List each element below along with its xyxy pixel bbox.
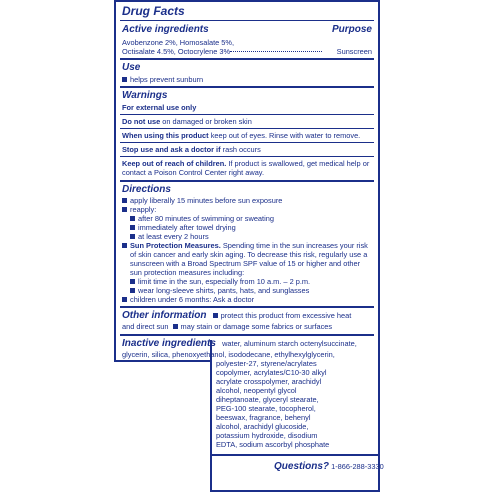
stop-use-label: Stop use and ask a doctor if: [122, 145, 221, 154]
bullet-icon: [213, 313, 218, 318]
sun-protection-item-2-text: wear long-sleeve shirts, pants, hats, and sunglasses: [138, 286, 310, 295]
inactive-ingredient-line: polyester-27, styrene/acrylates: [216, 359, 317, 368]
when-using-line: [122, 131, 360, 140]
drug-facts-title: Drug Facts: [122, 4, 185, 18]
direction-children-text: children under 6 months: Ask a doctor: [130, 295, 255, 304]
use-heading: Use: [122, 62, 141, 73]
direction-apply-text: apply liberally 15 minutes before sun exposure: [130, 196, 283, 205]
warning-divider: [120, 142, 374, 143]
active-ingredients-line-2: Octisalate 4.5%, Octocrylene 3%: [122, 47, 231, 56]
sun-protection-line-4: sun protection measures including:: [130, 268, 245, 277]
other-info-item-1-continued: and direct sun: [122, 322, 169, 331]
questions-phone: 1-866-288-3330: [331, 462, 384, 471]
sun-protection-line-2: of skin cancer and early skin aging. To decrease this risk, regularly use a: [130, 250, 368, 259]
section-divider: [120, 58, 374, 60]
inactive-ingredient-line: beeswax, fragrance, behenyl: [216, 413, 311, 422]
warnings-heading: Warnings: [122, 90, 168, 101]
left-edge: [114, 340, 116, 362]
external-use-text: For external use only: [122, 103, 197, 112]
questions-label: Questions?: [274, 461, 330, 472]
section-divider: [120, 334, 374, 336]
direction-children: [122, 295, 254, 304]
bullet-icon: [122, 77, 127, 82]
keep-out-label: Keep out of reach of children.: [122, 159, 227, 168]
bullet-icon: [122, 207, 127, 212]
questions-line: [274, 461, 384, 473]
other-info-line-1: [122, 310, 351, 321]
other-info-heading: Other information: [122, 310, 207, 321]
reapply-item-3: [130, 232, 209, 241]
reapply-item-2: [130, 223, 236, 232]
inactive-ingredients-line-2: glycerin, silica, phenoxyethanol, isododecane, ethylhexylglycerin,: [122, 350, 335, 359]
other-info-line-2: [122, 322, 332, 331]
inactive-ingredient-line: diheptanoate, glyceryl stearate,: [216, 395, 319, 404]
bullet-icon: [122, 243, 127, 248]
reapply-item-1: [130, 214, 274, 223]
stop-use-text: rash occurs: [222, 145, 261, 154]
purpose-value: Sunscreen: [336, 47, 372, 56]
active-ingredients-heading: Active ingredients: [122, 24, 209, 35]
stop-use-line: [122, 145, 261, 154]
direction-reapply: [122, 205, 156, 214]
inactive-ingredient-line: acrylate crosspolymer, arachidyl: [216, 377, 322, 386]
direction-apply: [122, 196, 282, 205]
direction-reapply-text: reapply:: [130, 205, 157, 214]
bullet-icon: [122, 297, 127, 302]
inactive-ingredient-line: potassium hydroxide, disodium: [216, 431, 318, 440]
do-not-use-text: on damaged or broken skin: [162, 117, 252, 126]
other-info-item-1-text: protect this product from excessive heat: [220, 311, 352, 320]
section-divider: [120, 306, 374, 308]
use-item: [122, 75, 203, 84]
section-divider: [120, 86, 374, 88]
bullet-icon: [130, 234, 135, 239]
other-info-item-2-text: may stain or damage some fabrics or surfaces: [180, 322, 333, 331]
inactive-ingredients-list: [216, 359, 329, 449]
reapply-item-1-text: after 80 minutes of swimming or sweating: [138, 214, 274, 223]
sun-protection-item-2: [130, 286, 309, 295]
sun-protection-item-1: [130, 277, 310, 286]
use-item-text: helps prevent sunburn: [130, 75, 204, 84]
warning-divider: [120, 156, 374, 157]
inactive-ingredients-line-1: water, aluminum starch octenylsuccinate,: [222, 339, 357, 348]
inactive-ingredient-line: EDTA, sodium ascorbyl phosphate: [216, 440, 330, 449]
do-not-use-line: [122, 117, 252, 126]
section-divider: [120, 180, 374, 182]
inactive-ingredients-heading: Inactive ingredients: [122, 338, 216, 349]
purpose-heading: Purpose: [331, 24, 372, 35]
bullet-icon: [130, 279, 135, 284]
inactive-ingredient-line: copolymer, acrylates/C10-30 alkyl: [216, 368, 327, 377]
when-using-text: keep out of eyes. Rinse with water to remove.: [210, 131, 361, 140]
active-ingredients-line-1: Avobenzone 2%, Homosalate 5%,: [122, 38, 235, 47]
reapply-item-3-text: at least every 2 hours: [138, 232, 209, 241]
keep-out-line-2: contact a Poison Control Center right away.: [122, 168, 264, 177]
bullet-icon: [122, 198, 127, 203]
bullet-icon: [130, 225, 135, 230]
sun-protection-line-1: [122, 241, 368, 250]
reapply-item-2-text: immediately after towel drying: [138, 223, 236, 232]
sun-protection-label: Sun Protection Measures.: [130, 241, 221, 250]
keep-out-text-1: If product is swallowed, get medical help or: [228, 159, 370, 168]
when-using-label: When using this product: [122, 131, 209, 140]
inactive-ingredient-line: PEG-100 stearate, tocopherol,: [216, 404, 316, 413]
inactive-ingredient-line: alcohol, neopentyl glycol: [216, 386, 297, 395]
keep-out-line-1: [122, 159, 369, 168]
drug-facts-panel: [114, 0, 384, 492]
title-divider: [120, 20, 374, 21]
warning-divider: [120, 114, 374, 115]
do-not-use-label: Do not use: [122, 117, 161, 126]
sun-protection-item-1-text: limit time in the sun, especially from 10 a.m. – 2 p.m.: [138, 277, 311, 286]
bullet-icon: [130, 216, 135, 221]
sun-protection-line-3: sunscreen with a Broad Spectrum SPF value of 15 or higher and other: [130, 259, 361, 268]
warning-divider: [120, 128, 374, 129]
directions-heading: Directions: [122, 184, 171, 195]
step-divider: [114, 360, 212, 362]
bullet-icon: [130, 288, 135, 293]
inactive-ingredient-line: alcohol, arachidyl glucoside,: [216, 422, 309, 431]
inactive-first-line: [122, 338, 357, 349]
bullet-icon: [173, 324, 178, 329]
questions-divider: [210, 454, 380, 456]
sun-protection-text-1: Spending time in the sun increases your risk: [222, 241, 368, 250]
leader-dots: [230, 51, 322, 52]
